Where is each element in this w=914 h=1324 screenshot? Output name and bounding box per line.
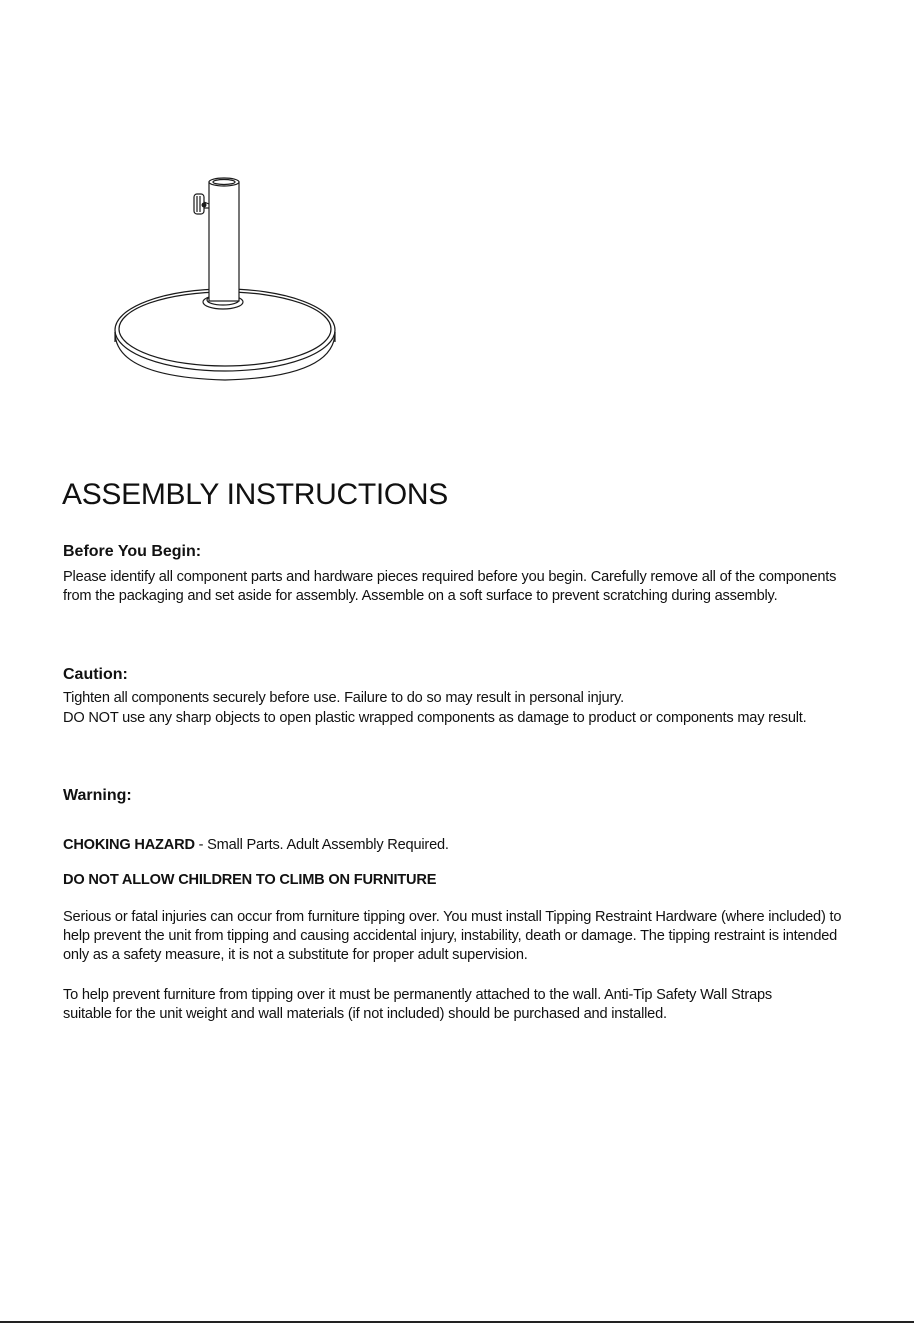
caution-line-1: Tighten all components securely before use. Failure to do so may result in personal injury. xyxy=(63,690,624,706)
umbrella-base-icon xyxy=(108,172,344,390)
before-you-begin-text: Please identify all component parts and hardware pieces required before you begin. Carefully remove all of the components from the packaging and set aside for assembly. Assemble on a soft surface to prevent scratching during assembly. xyxy=(63,569,837,604)
before-you-begin-heading: Before You Begin: xyxy=(63,543,202,560)
before-you-begin-section xyxy=(63,568,848,606)
caution-section xyxy=(63,688,858,728)
tipping-warning-text: Serious or fatal injuries can occur from furniture tipping over. You must install Tipping Restraint Hardware (where included) to help prevent the unit from tipping and causing accidental injury, instability, death or damage. The tipping restraint is intended only as a safety measure, it is not a substitute for proper adult supervision. xyxy=(63,909,842,963)
warning-heading: Warning: xyxy=(63,787,132,804)
wall-attachment-text: To help prevent furniture from tipping over it must be permanently attached to the wall. Anti-Tip Safety Wall Straps suitable for the unit weight and wall materials (if not included) should be purchased and installed. xyxy=(63,987,773,1022)
choking-hazard-label: CHOKING HAZARD xyxy=(63,837,195,853)
page-bottom-rule xyxy=(0,1321,914,1323)
page-title: ASSEMBLY INSTRUCTIONS xyxy=(62,478,449,511)
caution-heading: Caution: xyxy=(63,666,128,683)
caution-line-2: DO NOT use any sharp objects to open plastic wrapped components as damage to product or components may result. xyxy=(63,710,807,726)
choking-hazard-line xyxy=(63,836,863,855)
choking-hazard-text: - Small Parts. Adult Assembly Required. xyxy=(194,837,449,853)
climb-notice: DO NOT ALLOW CHILDREN TO CLIMB ON FURNITURE xyxy=(63,872,437,888)
